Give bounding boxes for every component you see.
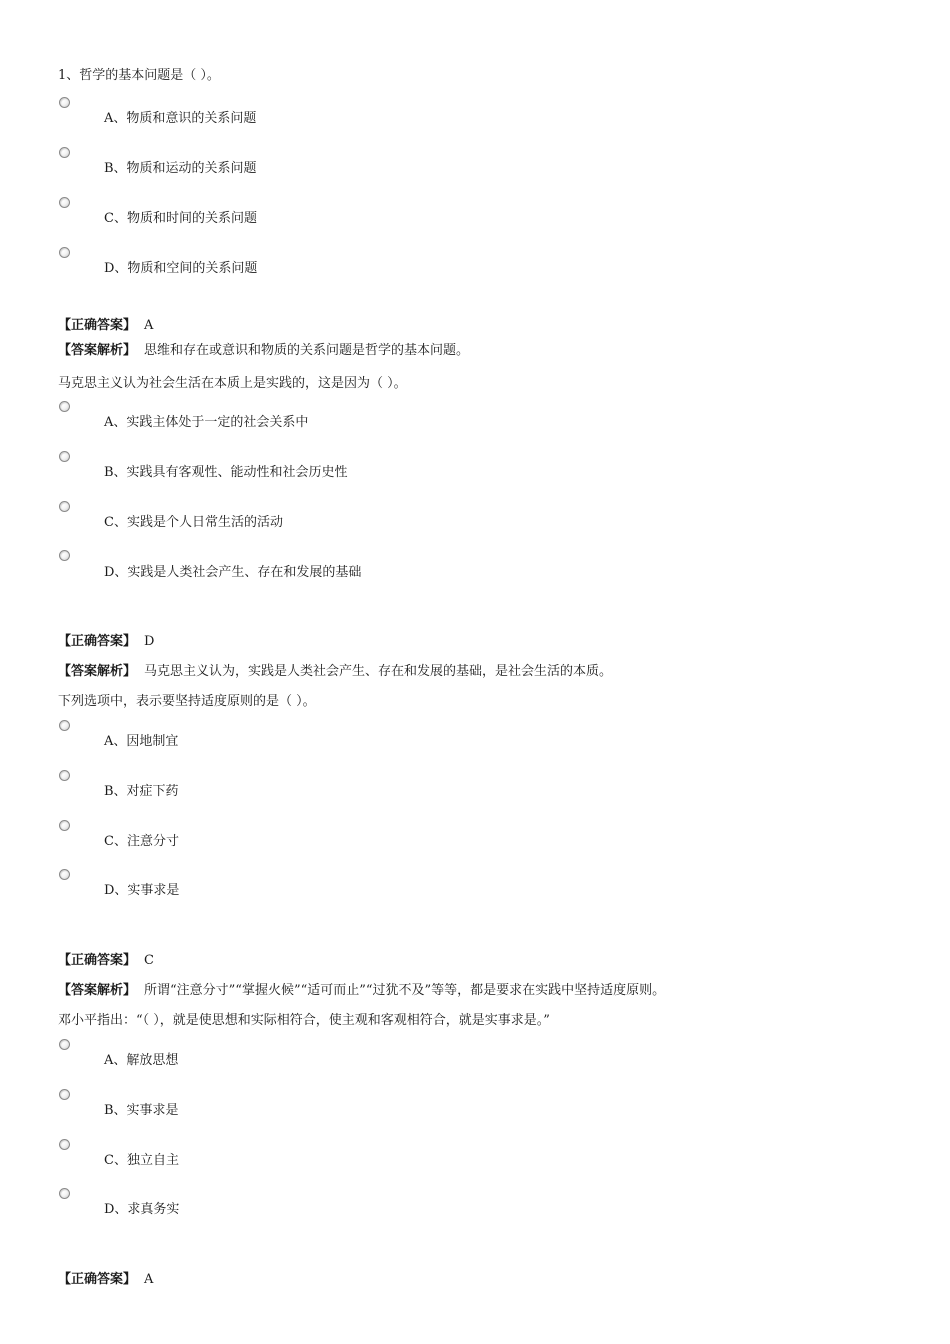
option-label: B、物质和运动的关系问题: [104, 161, 257, 176]
radio-option-b[interactable]: [59, 147, 70, 158]
answer-analysis: [58, 979, 665, 998]
analysis-label: 【答案解析】: [58, 343, 137, 358]
option-label: A、因地制宜: [104, 734, 179, 749]
option-label: C、注意分寸: [104, 834, 179, 849]
option-label: A、解放思想: [104, 1053, 179, 1068]
option-label: D、物质和空间的关系问题: [104, 261, 258, 276]
radio-option-c[interactable]: [59, 820, 70, 831]
correct-answer: [58, 630, 154, 649]
radio-option-d[interactable]: [59, 247, 70, 258]
radio-option-d[interactable]: [59, 1188, 70, 1199]
radio-option-c[interactable]: [59, 1139, 70, 1150]
analysis-text: 所谓“注意分寸”“掌握火候”“适可而止”“过犹不及”等等，都是要求在实践中坚持适度原则。: [144, 983, 666, 998]
option-label: D、求真务实: [104, 1202, 180, 1217]
correct-answer: [58, 949, 154, 968]
question-text: 邓小平指出：“（ ），就是使思想和实际相符合，使主观和客观相符合，就是实事求是。”: [58, 1013, 550, 1028]
radio-option-a[interactable]: [59, 97, 70, 108]
analysis-text: 思维和存在或意识和物质的关系问题是哲学的基本问题。: [144, 343, 470, 358]
correct-answer-value: A: [144, 1272, 154, 1287]
radio-option-d[interactable]: [59, 550, 70, 561]
option-label: D、实事求是: [104, 883, 180, 898]
correct-answer: [58, 314, 153, 333]
answer-analysis: [58, 339, 469, 358]
correct-answer-label: 【正确答案】: [58, 1272, 137, 1287]
analysis-label: 【答案解析】: [58, 664, 137, 679]
option-label: B、实事求是: [104, 1103, 179, 1118]
radio-option-a[interactable]: [59, 720, 70, 731]
option-label: C、独立自主: [104, 1153, 179, 1168]
correct-answer-label: 【正确答案】: [58, 318, 137, 333]
radio-option-b[interactable]: [59, 451, 70, 462]
correct-answer-value: D: [144, 634, 155, 649]
option-label: A、实践主体处于一定的社会关系中: [104, 415, 309, 430]
radio-option-d[interactable]: [59, 869, 70, 880]
option-label: C、物质和时间的关系问题: [104, 211, 257, 226]
radio-option-b[interactable]: [59, 1089, 70, 1100]
correct-answer: [58, 1268, 153, 1287]
correct-answer-label: 【正确答案】: [58, 953, 137, 968]
option-label: C、实践是个人日常生活的活动: [104, 515, 283, 530]
correct-answer-value: C: [144, 953, 154, 968]
question-text: 马克思主义认为社会生活在本质上是实践的，这是因为（ ）。: [58, 376, 407, 391]
option-label: A、物质和意识的关系问题: [104, 111, 257, 126]
radio-option-a[interactable]: [59, 401, 70, 412]
radio-option-b[interactable]: [59, 770, 70, 781]
question-text: 1、哲学的基本问题是（ ）。: [58, 68, 220, 83]
option-label: D、实践是人类社会产生、存在和发展的基础: [104, 565, 362, 580]
analysis-label: 【答案解析】: [58, 983, 137, 998]
correct-answer-label: 【正确答案】: [58, 634, 137, 649]
answer-analysis: [58, 660, 612, 679]
correct-answer-value: A: [144, 318, 154, 333]
option-label: B、实践具有客观性、能动性和社会历史性: [104, 465, 348, 480]
radio-option-c[interactable]: [59, 197, 70, 208]
radio-option-a[interactable]: [59, 1039, 70, 1050]
radio-option-c[interactable]: [59, 501, 70, 512]
question-text: 下列选项中，表示要坚持适度原则的是（ ）。: [58, 694, 316, 709]
option-label: B、对症下药: [104, 784, 179, 799]
analysis-text: 马克思主义认为，实践是人类社会产生、存在和发展的基础，是社会生活的本质。: [144, 664, 613, 679]
